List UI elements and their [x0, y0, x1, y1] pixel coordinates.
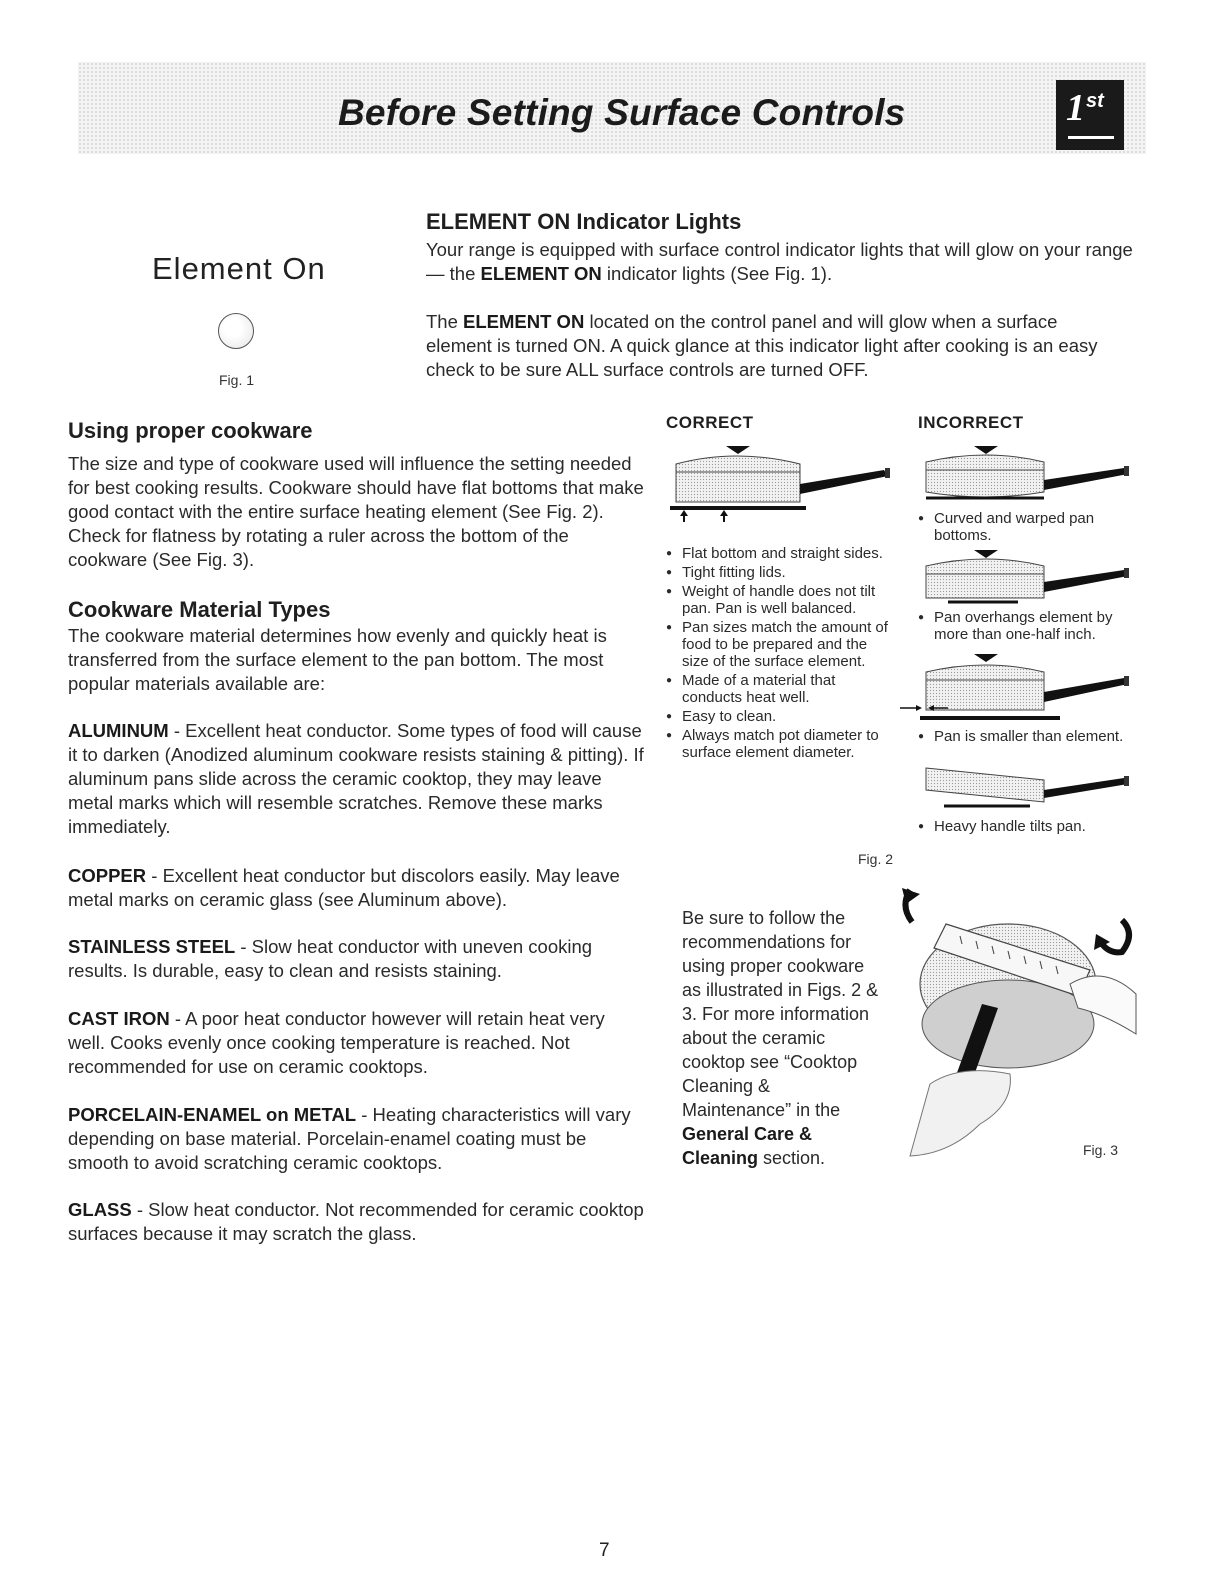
incorrect-list-2: [918, 609, 1148, 645]
list-item: ● Pan sizes match the amount of food to be prepared and the size of the surface element.: [666, 619, 894, 670]
list-item: ● Always match pot diameter to surface element diameter.: [666, 727, 894, 761]
list-item: ● Heavy handle tilts pan.: [918, 818, 1148, 835]
badge-number: 1: [1066, 87, 1085, 129]
indicator-paragraph-1: Your range is equipped with surface control indicator lights that will glow on your range— the ELEMENT ON indicator lights (See Fig. 1).: [426, 239, 1133, 284]
badge-underline: [1068, 136, 1114, 139]
list-item: ● Flat bottom and straight sides.: [666, 545, 894, 562]
list-item: ● Pan overhangs element by more than one-half inch.: [918, 609, 1148, 643]
ruler-check-illustration: [890, 884, 1140, 1164]
indicator-paragraph-2: The ELEMENT ON located on the control panel and will glow when a surface element is turned ON. A quick glance at this indicator light after cooking is an easy check to be sure ALL surface controls are turned OFF.: [426, 311, 1098, 380]
material-glass: GLASS - Slow heat conductor. Not recommended for ceramic cooktop surfaces because it may scratch the glass.: [68, 1199, 644, 1244]
small-pan-illustration: [896, 650, 1138, 726]
fig2-label: Fig. 2: [858, 851, 894, 867]
badge-suffix: st: [1086, 90, 1104, 112]
material-copper: COPPER - Excellent heat conductor but discolors easily. May leave metal marks on ceramic glass (see Aluminum above).: [68, 865, 620, 910]
list-item: ● Weight of handle does not tilt pan. Pan is well balanced.: [666, 583, 894, 617]
list-item: ● Curved and warped pan bottoms.: [918, 510, 1148, 544]
correct-pan-illustration: [666, 442, 906, 524]
tilted-pan-illustration: [918, 764, 1138, 810]
material-stainless-steel: STAINLESS STEEL - Slow heat conductor with uneven cooking results. Is durable, easy to clean and resists staining.: [68, 936, 593, 981]
incorrect-list-1: [918, 510, 1148, 546]
list-item: ● Tight fitting lids.: [666, 564, 894, 581]
correct-heading: CORRECT: [666, 413, 754, 432]
materials-heading: Cookware Material Types: [68, 597, 331, 622]
materials-intro: The cookware material determines how evenly and quickly heat is transferred from the surface element to the pan bottom. The most popular materials available are:: [68, 625, 607, 694]
incorrect-heading: INCORRECT: [918, 413, 1024, 432]
warped-pan-illustration: [918, 442, 1138, 504]
element-on-label: Element On: [152, 251, 326, 286]
material-aluminum: ALUMINUM - Excellent heat conductor. Some types of food will cause it to darken (Anodized aluminum cookware resists staining & pitting). If aluminum pans slide across the ceramic cooktop, they may leave metal marks which will resemble scratches. Remove these marks immediately.: [68, 720, 644, 837]
indicator-light-icon: [218, 313, 254, 349]
list-item: ● Pan is smaller than element.: [918, 728, 1148, 745]
overhanging-pan-illustration: [918, 548, 1138, 606]
cookware-paragraph: The size and type of cookware used will influence the setting needed for best cooking results. Cookware should have flat bottoms that make good contact with the entire surface heating element (See Fig. 2). Check for flatness by rotating a ruler across the bottom of the cookware (See Fig. 3).: [68, 453, 644, 570]
incorrect-list-3: [918, 728, 1148, 747]
material-porcelain-enamel: PORCELAIN-ENAMEL on METAL - Heating characteristics will vary depending on base material. Porcelain-enamel coating must be smooth to avoid scratching ceramic cooktops.: [68, 1104, 631, 1173]
cookware-heading: Using proper cookware: [68, 418, 313, 443]
fig1-label: Fig. 1: [219, 372, 255, 388]
page-number: 7: [599, 1540, 610, 1561]
list-item: ● Easy to clean.: [666, 708, 894, 725]
fig3-label: Fig. 3: [1083, 1142, 1119, 1158]
correct-list: [666, 545, 894, 763]
first-step-badge: [1056, 80, 1124, 150]
incorrect-list-4: [918, 818, 1148, 837]
page-title: Before Setting Surface Controls: [338, 92, 906, 133]
indicator-heading: ELEMENT ON Indicator Lights: [426, 209, 742, 234]
fig3-note: Be sure to follow the recommendations for using proper cookware as illustrated in Figs. 2 & 3. For more information about the ceramic cooktop see “Cooktop Cleaning & Maintenance” in the General Care & Cleaning section.: [682, 908, 879, 1168]
list-item: ● Made of a material that conducts heat well.: [666, 672, 894, 706]
material-cast-iron: CAST IRON - A poor heat conductor however will retain heat very well. Cooks evenly once cooking temperature is reached. Not recommended for use on ceramic cooktops.: [68, 1008, 605, 1077]
